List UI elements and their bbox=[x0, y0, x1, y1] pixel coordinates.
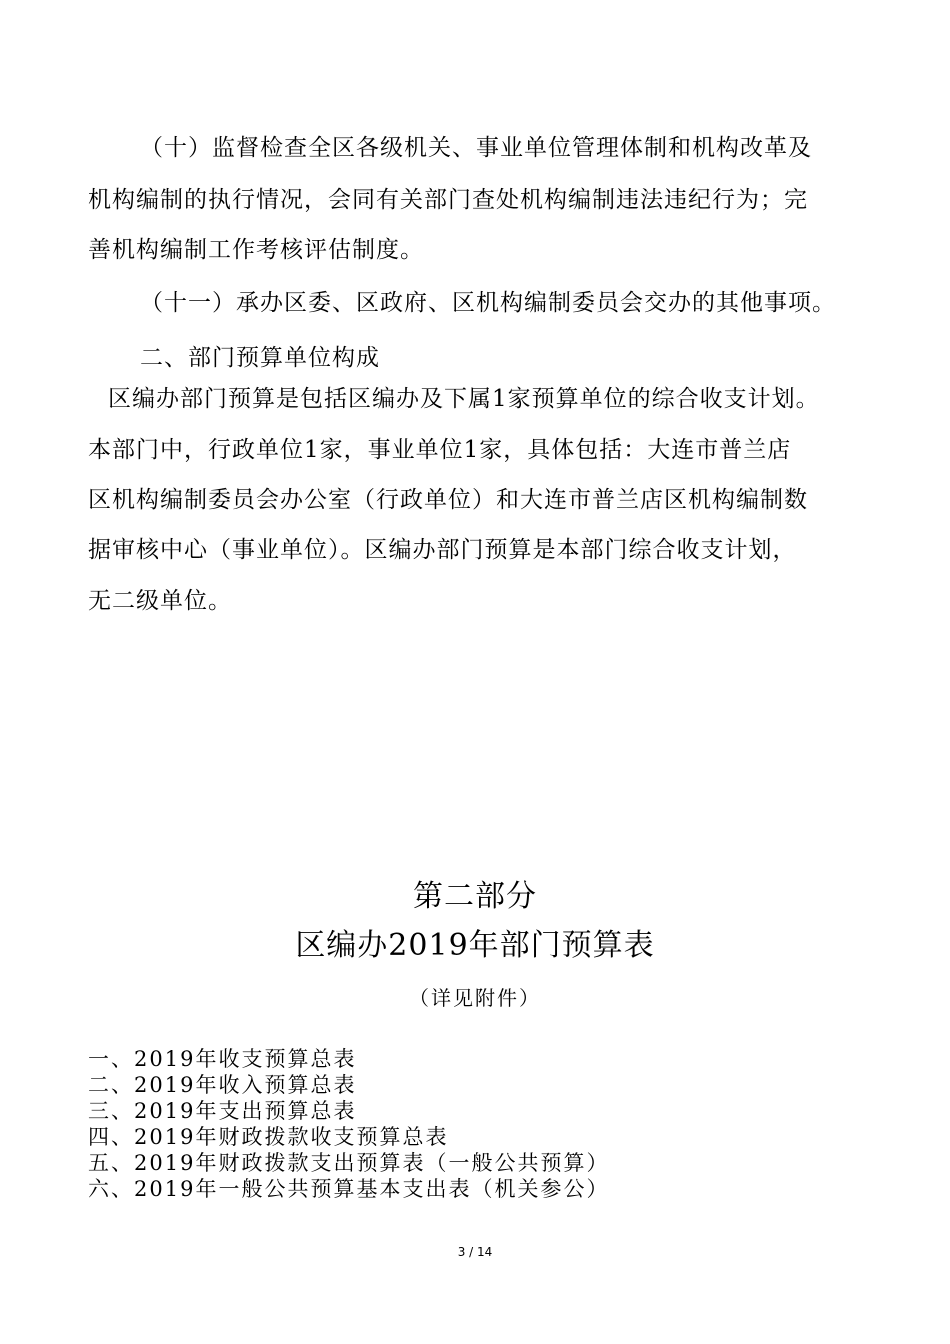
section-two-para-line-3: 区机构编制委员会办公室（行政单位）和大连市普兰店区机构编制数 bbox=[88, 487, 808, 513]
attachment-item-5: 五、2019年财政拨款支出预算表（一般公共预算） bbox=[88, 1151, 610, 1175]
section-two-para-line-4: 据审核中心（事业单位）。区编办部门预算是本部门综合收支计划， bbox=[88, 537, 797, 563]
section-two-para-line-2: 本部门中，行政单位1家，事业单位1家，具体包括：大连市普兰店 bbox=[88, 437, 792, 463]
section-two-para-line-1: 区编办部门预算是包括区编办及下属1家预算单位的综合收支计划。 bbox=[108, 386, 820, 412]
part-two-note: （详见附件） bbox=[409, 986, 541, 1010]
attachment-item-3: 三、2019年支出预算总表 bbox=[88, 1099, 357, 1123]
attachment-item-6: 六、2019年一般公共预算基本支出表（机关参公） bbox=[88, 1177, 610, 1201]
item-10-line-1: （十）监督检查全区各级机关、事业单位管理体制和机构改革及 bbox=[140, 135, 812, 161]
page-number: 3 / 14 bbox=[457, 1245, 493, 1259]
item-10-line-3: 善机构编制工作考核评估制度。 bbox=[88, 237, 424, 263]
attachment-item-2: 二、2019年收入预算总表 bbox=[88, 1073, 357, 1097]
attachment-item-1: 一、2019年收支预算总表 bbox=[88, 1047, 357, 1071]
part-two-title: 第二部分 bbox=[413, 879, 537, 914]
section-two-para-line-5: 无二级单位。 bbox=[88, 588, 232, 614]
section-two-heading: 二、部门预算单位构成 bbox=[140, 345, 380, 371]
item-10-line-2: 机构编制的执行情况，会同有关部门查处机构编制违法违纪行为；完 bbox=[88, 187, 808, 213]
attachment-item-4: 四、2019年财政拨款收支预算总表 bbox=[88, 1125, 449, 1149]
item-11-line: （十一）承办区委、区政府、区机构编制委员会交办的其他事项。 bbox=[140, 290, 836, 316]
part-two-subtitle: 区编办2019年部门预算表 bbox=[295, 928, 655, 963]
